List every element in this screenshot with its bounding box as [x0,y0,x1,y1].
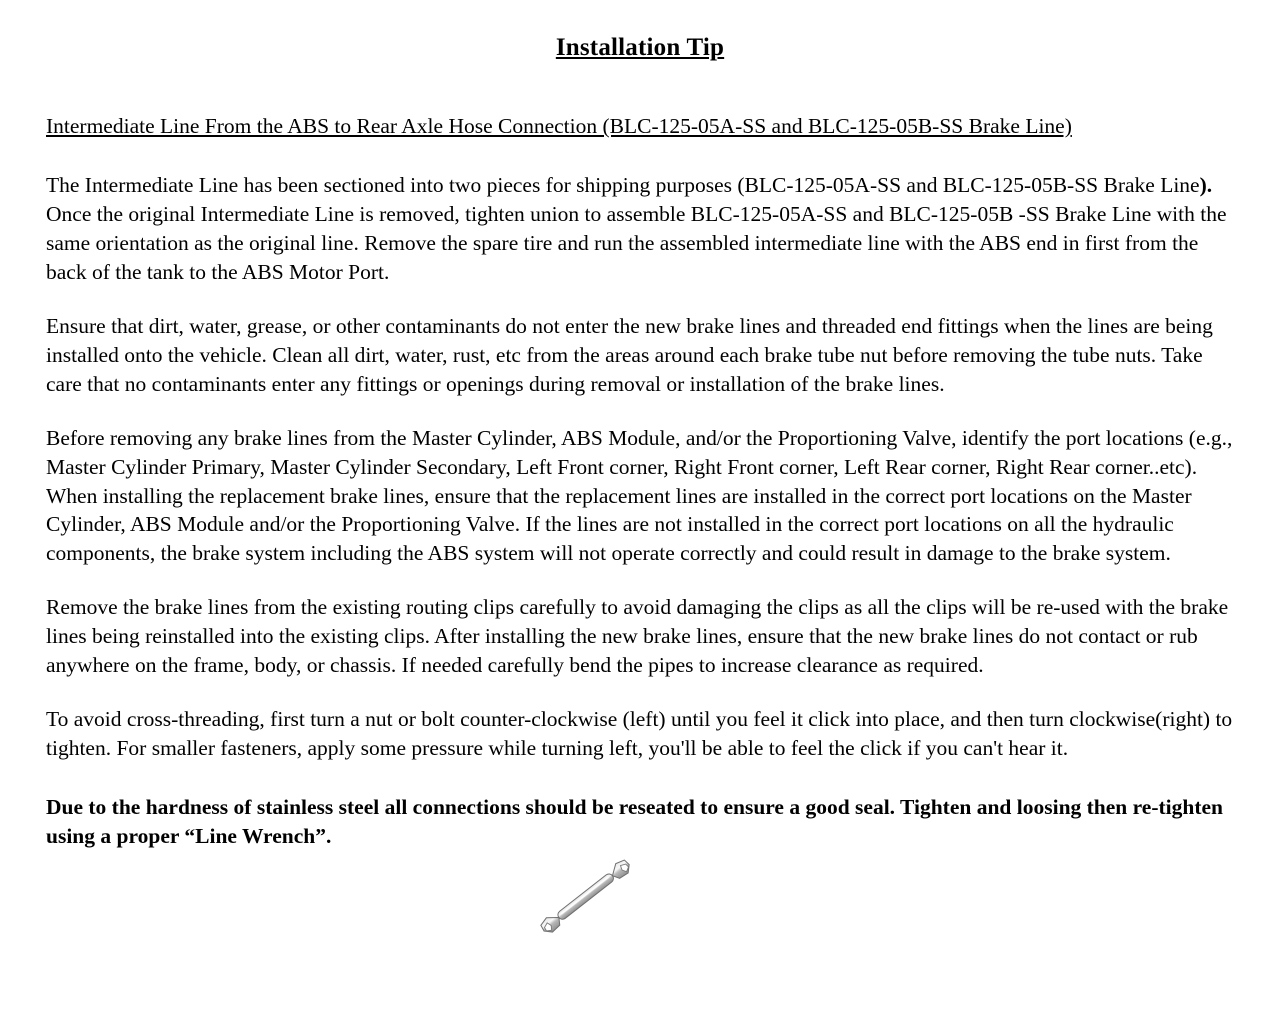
text-segment: Once the original Intermediate Line is removed, tighten union to assemble BLC-125-05A-SS and BLC-125-05B -SS Brake Line with the same orientation as the original line. Remove the spare tire and run the assembled intermediate line with the ABS end in first from the back of the tank to the ABS Motor Port. [46,202,1227,285]
section-subtitle: Intermediate Line From the ABS to Rear Axle Hose Connection (BLC-125-05A-SS and BLC-125-05B-SS Brake Line) [46,114,1072,138]
text-segment: The Intermediate Line has been sectioned into two pieces for shipping purposes (BLC-125-05A-SS and BLC-125-05B-SS Brake Line [46,173,1200,198]
document-page [0,34,1280,1023]
open-end-wrench-icon [526,857,646,942]
para-port-locations [46,424,1236,569]
text-segment: Remove the brake lines from the existing routing clips carefully to avoid damaging the clips as all the clips will be re-used with the brake lines being reinstalled into the existing clips. After installing the new brake lines, ensure that the new brake lines do not contact or rub anywhere on the frame, body, or chassis. If needed carefully bend the pipes to increase clearance as required. [46,595,1229,678]
para-routing-clips [46,593,1236,680]
para-contaminants [46,312,1236,399]
text-segment: Before removing any brake lines from the Master Cylinder, ABS Module, and/or the Proportioning Valve, identify the port locations (e.g., Master Cylinder Primary, Master Cylinder Secondary, Left Front corner, Right Front corner, Left Rear corner, Right Rear corner..etc). When installing the replacement brake lines, ensure that the replacement lines are installed in the correct port locations on the Master Cylinder, ABS Module and/or the Proportioning Valve. If the lines are not installed in the correct port locations on all the hydraulic components, the brake system including the ABS system will not operate correctly and could result in damage to the brake system. [46,425,1233,566]
illustration-area [46,857,1236,947]
para-intermediate-line [46,171,1236,287]
paragraph-list [46,171,1236,762]
para-cross-threading [46,705,1236,763]
text-segment: To avoid cross-threading, first turn a nut or bolt counter-clockwise (left) until you feel it click into place, and then turn clockwise(right) to tighten. For smaller fasteners, apply some pressure while turning left, you'll be able to feel the click if you can't hear it. [46,706,1233,760]
text-segment: Ensure that dirt, water, grease, or other contaminants do not enter the new brake lines and threaded end fittings when the lines are being installed onto the vehicle. Clean all dirt, water, rust, etc from the areas around each brake tube nut before removing the tube nuts. Take care that no contaminants enter any fittings or openings during removal or installation of the brake lines. [46,314,1213,396]
closing-note: Due to the hardness of stainless steel all connections should be reseated to ensure a good seal. Tighten and loosing then re-tighten using a proper “Line Wrench”. [46,794,1223,848]
document-body [46,112,1236,947]
page-title: Installation Tip [555,34,725,61]
text-segment-bold: ). [1199,173,1213,198]
